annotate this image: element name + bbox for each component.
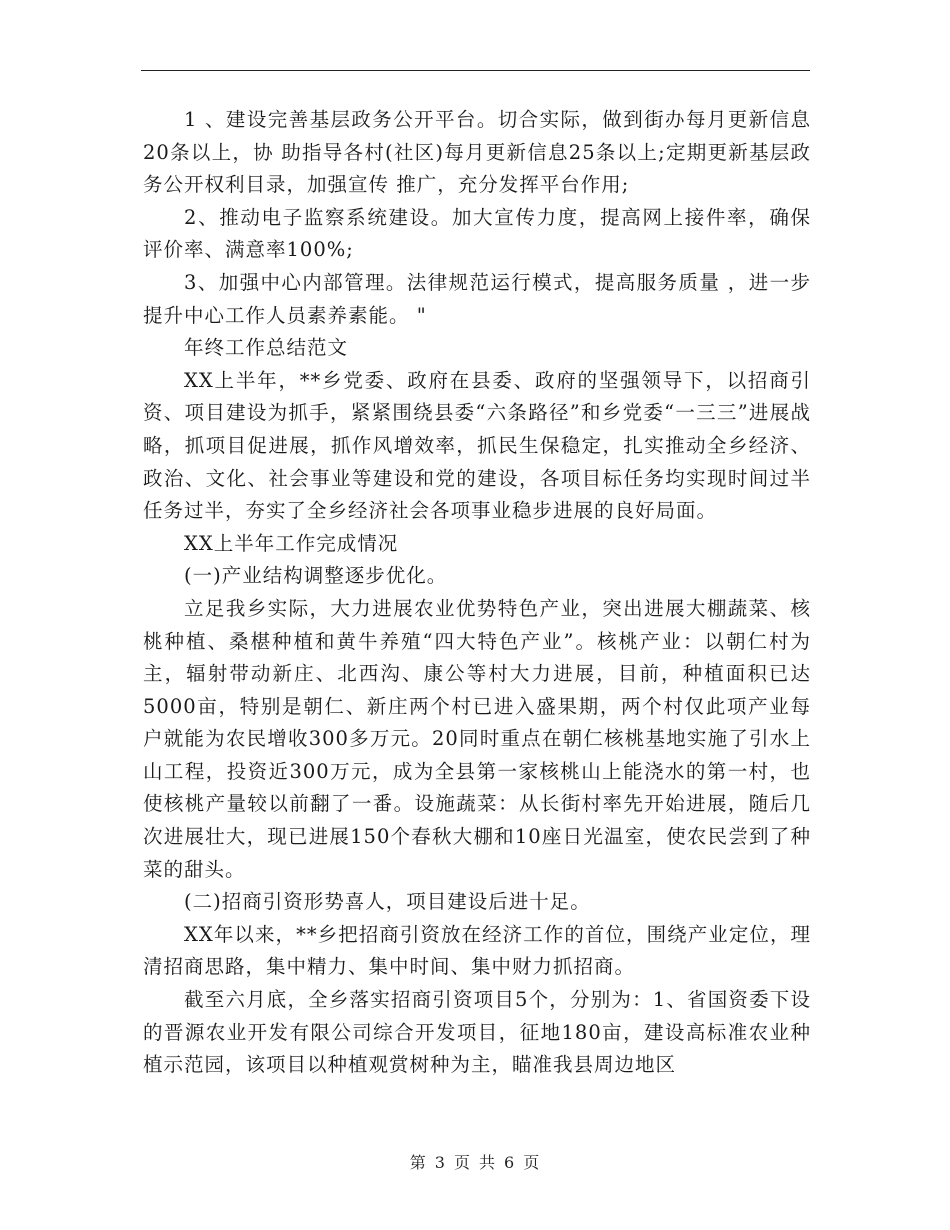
header-rule: [141, 70, 810, 71]
paragraph-2: 2、推动电子监察系统建设。加大宣传力度，提高网上接件率，确保评价率、满意率100%;: [143, 205, 811, 262]
paragraph-4: XX上半年，**乡党委、政府在县委、政府的坚强领导下，以招商引资、项目建设为抓手，紧紧围绕县委“六条路径”和乡党委“一三三”进展战略，抓项目促进展，抓作风增效率，抓民生保稳定，扎实推动全乡经济、政治、文化、社会事业等建设和党的建设，各项目标任务均实现时间过半任务过半，夯实了全乡经济社会各项事业稳步进展的良好局面。: [143, 368, 811, 523]
footer-suffix: 页: [523, 1153, 541, 1172]
total-pages-number: 6: [504, 1153, 516, 1172]
subsection-heading: XX上半年工作完成情况: [184, 531, 399, 555]
footer-total-word: 共: [479, 1153, 497, 1172]
footer-prefix: 第: [409, 1153, 427, 1172]
current-page-number: 3: [434, 1153, 446, 1172]
item-heading-1: (一)产业结构调整逐步优化。: [184, 564, 448, 588]
item-heading-2: (二)招商引资形势喜人，项目建设后进十足。: [184, 890, 591, 914]
paragraph-3: 3、加强中心内部管理。法律规范运行模式，提高服务质量 ，进一步提升中心工作人员素养素能。 ": [143, 270, 811, 327]
section-heading: 年终工作总结范文: [184, 336, 349, 360]
document-body: [143, 104, 811, 1082]
paragraph-7: 截至六月底，全乡落实招商引资项目5个，分别为：1、省国资委下设的晋源农业开发有限公司综合开发项目，征地180亩，建设高标准农业种植示范园，该项目以种植观赏树种为主，瞄准我县周边地区: [143, 988, 811, 1077]
paragraph-5: 立足我乡实际，大力进展农业优势特色产业，突出进展大棚蔬菜、核桃种植、桑椹种植和黄牛养殖“四大特色产业”。核桃产业：以朝仁村为主，辐射带动新庄、北西沟、康公等村大力进展，目前，种植面积已达5000亩，特别是朝仁、新庄两个村已进入盛果期，两个村仅此项产业每户就能为农民增收300多万元。20同时重点在朝仁核桃基地实施了引水上山工程，投资近300万元，成为全县第一家核桃山上能浇水的第一村，也使核桃产量较以前翻了一番。设施蔬菜：从长街村率先开始进展，随后几次进展壮大，现已进展150个春秋大棚和10座日光温室，使农民尝到了种菜的甜头。: [143, 596, 811, 881]
page-footer: [0, 1150, 950, 1173]
paragraph-6: XX年以来，**乡把招商引资放在经济工作的首位，围绕产业定位，理清招商思路，集中精力、集中时间、集中财力抓招商。: [143, 922, 811, 979]
footer-page-word: 页: [453, 1153, 471, 1172]
paragraph-1: 1 、建设完善基层政务公开平台。切合实际，做到街办每月更新信息20条以上，协 助指导各村(社区)每月更新信息25条以上;定期更新基层政务公开权利目录，加强宣传 推广，充分发挥平台作用;: [143, 108, 811, 197]
